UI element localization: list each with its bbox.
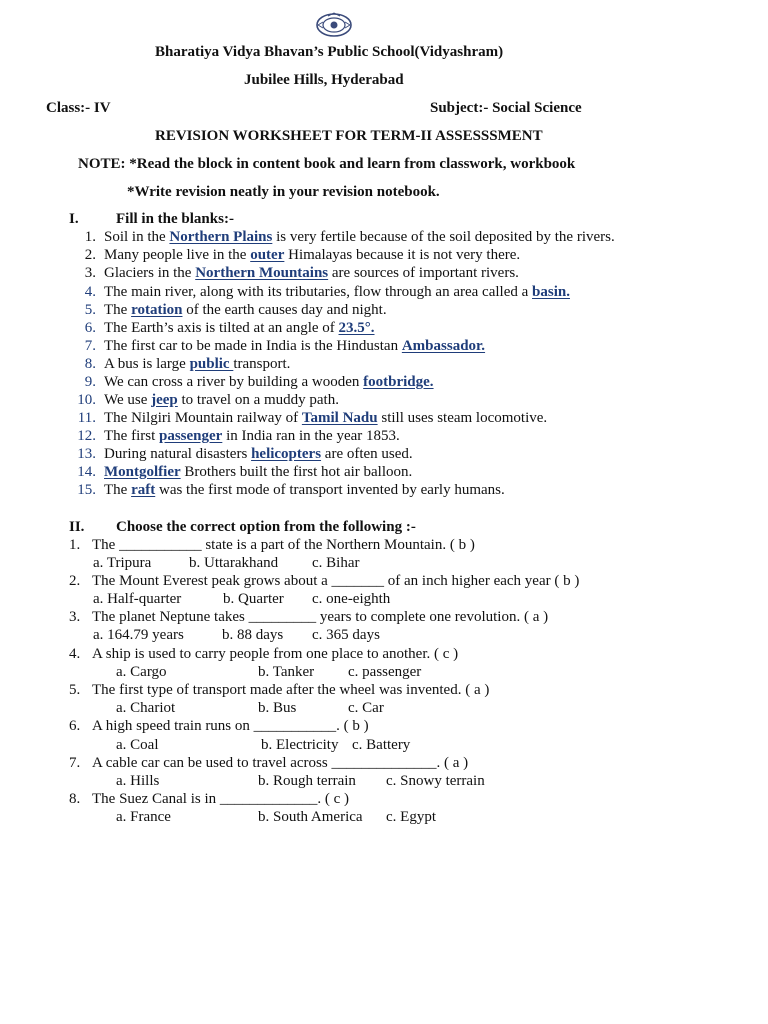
blank-item	[72, 284, 570, 301]
blank-item	[72, 464, 412, 481]
question-number: 5.	[69, 682, 81, 698]
mcq-question	[69, 682, 489, 699]
mcq-question	[69, 573, 579, 590]
option-c: c. one-eighth	[312, 591, 391, 607]
question-text: The Suez Canal is in _____________. ( c )	[92, 791, 350, 807]
answer-text: outer	[250, 247, 285, 263]
item-number: 1.	[84, 229, 96, 245]
option-b: b. Electricity	[261, 737, 339, 753]
blank-item	[72, 482, 505, 499]
answer-text: Northern Mountains	[195, 265, 329, 281]
note-line-1: NOTE: *Read the block in content book and learn from classwork, workbook	[78, 156, 576, 172]
item-text: in India ran in the year 1853.	[222, 428, 400, 444]
item-number: 7.	[84, 338, 96, 354]
item-number: 3.	[84, 265, 96, 281]
school-logo-icon	[314, 10, 354, 40]
item-text: was the first mode of transport invented by early humans.	[155, 482, 505, 498]
question-number: 1.	[69, 537, 81, 553]
answer-text: Tamil Nadu	[301, 410, 378, 426]
option-c: c. Bihar	[312, 555, 360, 571]
option-b: b. 88 days	[222, 627, 284, 643]
question-text: A ship is used to carry people from one place to another. ( c )	[92, 646, 459, 662]
option-c: c. Egypt	[386, 809, 436, 825]
item-number: 15.	[77, 482, 96, 498]
item-text: still uses steam locomotive.	[377, 410, 548, 426]
note-line-2: *Write revision neatly in your revision notebook.	[127, 184, 440, 200]
blank-item	[72, 428, 400, 445]
option-b: b. Bus	[258, 700, 297, 716]
item-text: Himalayas because it is not very there.	[284, 247, 521, 263]
item-text: Glaciers in the	[104, 265, 196, 281]
subject-label: Subject:- Social Science	[430, 100, 582, 116]
answer-text: Montgolfier	[104, 464, 181, 480]
item-text: The main river, along with its tributaries, flow through an area called a	[104, 284, 533, 300]
item-text: We can cross a river by building a wooden	[104, 374, 364, 390]
option-c: c. passenger	[348, 664, 422, 680]
question-text: The first type of transport made after the wheel was invented. ( a )	[92, 682, 490, 698]
blank-item	[72, 247, 520, 264]
item-text: Brothers built the first hot air balloon.	[180, 464, 413, 480]
option-a: a. Tripura	[93, 555, 152, 571]
question-text: A cable car can be used to travel across ______________. ( a )	[92, 755, 469, 771]
option-a: a. Half-quarter	[93, 591, 182, 607]
item-text: Soil in the	[104, 229, 170, 245]
answer-text: raft	[131, 482, 156, 498]
question-number: 3.	[69, 609, 81, 625]
option-b: b. South America	[258, 809, 363, 825]
item-text: The first	[104, 428, 159, 444]
option-c: c. Car	[348, 700, 384, 716]
school-name: Bharatiya Vidya Bhavan’s Public School(Vidyashram)	[155, 44, 504, 60]
blank-item	[72, 265, 519, 282]
option-b: b. Rough terrain	[258, 773, 356, 789]
item-text: transport.	[233, 356, 291, 372]
question-text: The Mount Everest peak grows about a _______ of an inch higher each year ( b )	[92, 573, 580, 589]
school-location: Jubilee Hills, Hyderabad	[244, 72, 404, 88]
item-text: The	[104, 482, 132, 498]
section-2-heading: Choose the correct option from the following :-	[116, 519, 416, 535]
option-c: c. 365 days	[312, 627, 380, 643]
answer-text: rotation	[131, 302, 183, 318]
worksheet-title: REVISION WORKSHEET FOR TERM-II ASSESSSMENT	[155, 128, 543, 144]
blank-item	[72, 392, 339, 409]
item-number: 9.	[84, 374, 96, 390]
item-text: A bus is large	[104, 356, 190, 372]
option-c: c. Battery	[352, 737, 411, 753]
item-number: 13.	[77, 446, 96, 462]
item-text: The Nilgiri Mountain railway of	[104, 410, 302, 426]
section-1-heading: Fill in the blanks:-	[116, 211, 234, 227]
answer-text: footbridge.	[363, 374, 434, 390]
item-text: is very fertile because of the soil deposited by the rivers.	[272, 229, 615, 245]
item-number: 12.	[77, 428, 96, 444]
question-number: 7.	[69, 755, 81, 771]
item-number: 14.	[77, 464, 96, 480]
answer-text: jeep	[151, 392, 178, 408]
mcq-question	[69, 718, 369, 735]
mcq-question	[69, 537, 475, 554]
question-text: The ___________ state is a part of the Northern Mountain. ( b )	[92, 537, 475, 553]
question-number: 8.	[69, 791, 81, 807]
item-number: 5.	[84, 302, 96, 318]
question-number: 2.	[69, 573, 81, 589]
mcq-question	[69, 646, 458, 663]
option-a: a. Cargo	[116, 664, 167, 680]
answer-text: Northern Plains	[169, 229, 273, 245]
question-number: 4.	[69, 646, 81, 662]
mcq-question	[69, 791, 349, 808]
item-number: 4.	[84, 284, 96, 300]
item-number: 11.	[77, 410, 96, 426]
answer-text: basin.	[532, 284, 570, 300]
option-b: b. Uttarakhand	[189, 555, 279, 571]
blank-item	[72, 446, 413, 463]
blank-item	[72, 229, 615, 246]
question-number: 6.	[69, 718, 81, 734]
answer-text: helicopters	[251, 446, 322, 462]
option-a: a. Chariot	[116, 700, 176, 716]
item-text: to travel on a muddy path.	[177, 392, 339, 408]
item-text: The Earth’s axis is tilted at an angle of	[104, 320, 339, 336]
item-text: are sources of important rivers.	[328, 265, 519, 281]
option-a: a. France	[116, 809, 171, 825]
answer-text: Ambassador.	[401, 338, 486, 354]
option-b: b. Quarter	[223, 591, 284, 607]
item-text: The	[104, 302, 132, 318]
section-1-roman: I.	[69, 211, 79, 227]
answer-text: public	[189, 356, 234, 372]
item-text: During natural disasters	[104, 446, 252, 462]
blank-item	[72, 410, 547, 427]
option-a: a. 164.79 years	[93, 627, 184, 643]
item-text: We use	[104, 392, 152, 408]
item-text: The first car to be made in India is the Hindustan	[104, 338, 402, 354]
blank-item	[72, 320, 375, 337]
mcq-question	[69, 609, 548, 626]
question-text: A high speed train runs on ___________. ( b )	[92, 718, 369, 734]
class-label: Class:- IV	[46, 100, 111, 116]
question-text: The planet Neptune takes _________ years to complete one revolution. ( a )	[92, 609, 549, 625]
answer-text: 23.5°.	[338, 320, 375, 336]
blank-item	[72, 338, 485, 355]
blank-item	[72, 356, 290, 373]
section-2-roman: II.	[69, 519, 85, 535]
item-number: 8.	[84, 356, 96, 372]
item-number: 10.	[77, 392, 96, 408]
option-b: b. Tanker	[258, 664, 315, 680]
option-a: a. Coal	[116, 737, 159, 753]
item-number: 2.	[84, 247, 96, 263]
option-c: c. Snowy terrain	[386, 773, 485, 789]
option-a: a. Hills	[116, 773, 160, 789]
blank-item	[72, 302, 387, 319]
item-text: of the earth causes day and night.	[182, 302, 387, 318]
mcq-question	[69, 755, 468, 772]
item-number: 6.	[84, 320, 96, 336]
item-text: Many people live in the	[104, 247, 251, 263]
item-text: are often used.	[321, 446, 413, 462]
blank-item	[72, 374, 434, 391]
answer-text: passenger	[158, 428, 223, 444]
